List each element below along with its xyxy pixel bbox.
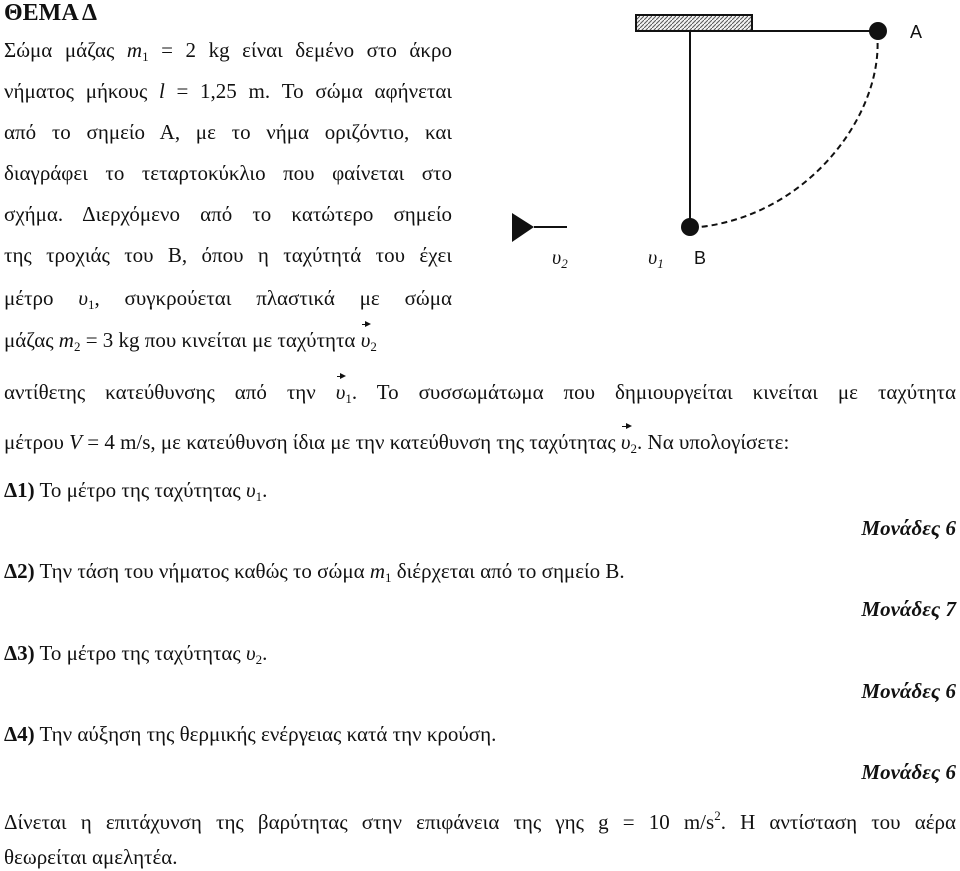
question-d1: Δ1) Το μέτρο της ταχύτητας $\upsilon_1$. <box>4 478 268 504</box>
intro-line-6: της τροχιάς του Β, όπου η ταχύτητά του έχει <box>4 243 452 267</box>
intro-line-7: μέτρο $\upsilon_1$, συγκρούεται πλαστικά με σώμα <box>4 286 452 312</box>
intro-line-2: νήματος μήκους l = 1,25 m. Το σώμα αφήνεται <box>4 79 452 103</box>
intro-line-4: διαγράφει το τεταρτοκύκλιο που φαίνεται στο <box>4 161 452 185</box>
v1-label: $\upsilon_1$ <box>648 247 664 271</box>
marks-d4: Μονάδες 6 <box>861 760 956 784</box>
intro-line-5: σχήμα. Διερχόμενο από το κατώτερο σημείο <box>4 202 452 226</box>
marks-d2: Μονάδες 7 <box>861 597 956 621</box>
body-at-A <box>869 22 887 40</box>
body-line-9: αντίθετης κατεύθυνσης από την $\upsilon_1$. Το συσσωμάτωμα που δημιουργείται κινείται με ταχύτητα <box>4 380 956 406</box>
v2-label: $\upsilon_2$ <box>552 247 568 271</box>
incoming-body-arrow <box>512 213 534 242</box>
intro-line-1: Σώμα μάζας $m_1 = 2$ kg είναι δεμένο στο άκρο <box>4 38 452 64</box>
footer-line-1: Δίνεται η επιτάχυνση της βαρύτητας στην επιφάνεια της γης g = 10 $m/s^2$. Η αντίσταση του αέρα <box>4 808 956 834</box>
marks-d3: Μονάδες 6 <box>861 679 956 703</box>
question-d3: Δ3) Το μέτρο της ταχύτητας $\upsilon_2$. <box>4 641 268 667</box>
trajectory-arc <box>700 33 878 227</box>
marks-d1: Μονάδες 6 <box>861 516 956 540</box>
section-title: ΘΕΜΑ Δ <box>4 0 98 26</box>
question-d2: Δ2) Την τάση του νήματος καθώς το σώμα $m_1$ διέρχεται από το σημείο Β. <box>4 559 625 585</box>
footer-line-2: θεωρείται αμελητέα. <box>4 845 178 869</box>
body-line-10: μέτρου V = 4 m/s, με κατεύθυνση ίδια με την κατεύθυνση της ταχύτητας $\upsilon_2$. Να υπολογίσετε: <box>4 430 790 456</box>
question-d4: Δ4) Την αύξηση της θερμικής ενέργειας κατά την κρούση. <box>4 722 497 746</box>
intro-line-8: μάζας $m_2 = 3$ kg που κινείται με ταχύτητα $\upsilon_2$ <box>4 328 377 354</box>
intro-line-3: από το σημείο Α, με το νήμα οριζόντιο, και <box>4 120 452 144</box>
point-b-label: Β <box>694 248 707 268</box>
ceiling-support <box>636 15 752 31</box>
point-a-label: Α <box>910 22 923 42</box>
body-at-B <box>681 218 699 236</box>
